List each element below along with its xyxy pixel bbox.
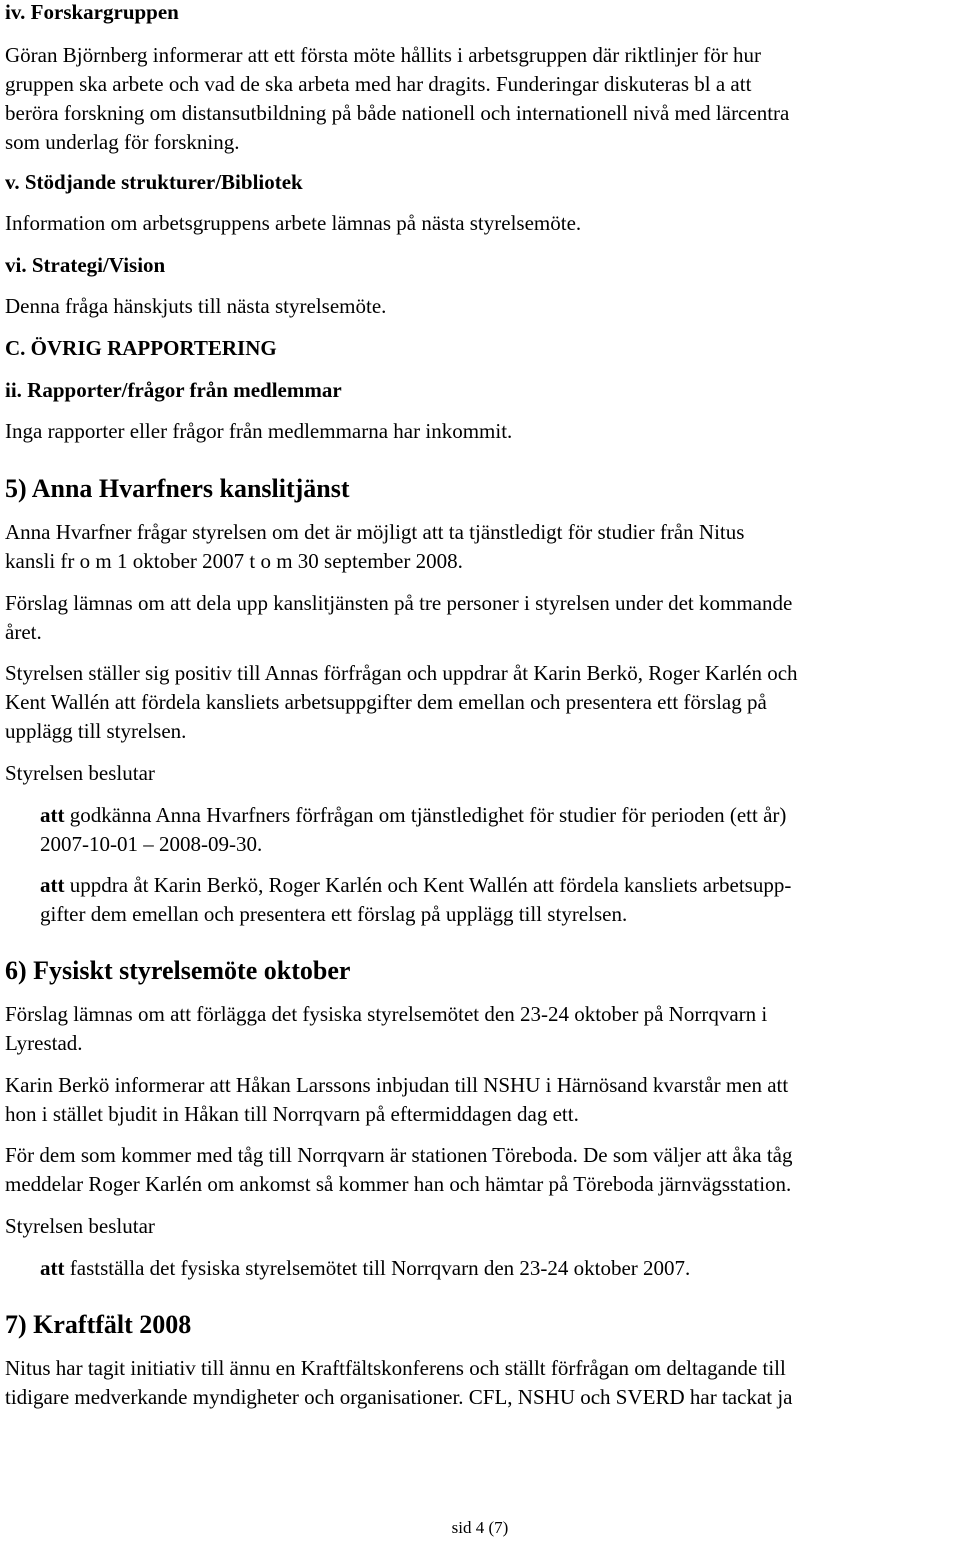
section-7-title: 7) Kraftfält 2008 xyxy=(5,1310,192,1339)
decision-item xyxy=(40,1256,690,1280)
decision-item-cont: 2007-10-01 – 2008-09-30. xyxy=(40,832,263,856)
att-keyword: att xyxy=(40,803,65,827)
att-keyword: att xyxy=(40,1256,65,1280)
paragraph-line: Förslag lämnas om att förlägga det fysiska styrelsemötet den 23-24 oktober på Norrqvarn i xyxy=(5,1002,768,1026)
paragraph-line: tidigare medverkande myndigheter och organisationer. CFL, NSHU och SVERD har tackat ja xyxy=(5,1385,793,1409)
heading-v: v. Stödjande strukturer/Bibliotek xyxy=(5,170,303,194)
paragraph-line: För dem som kommer med tåg till Norrqvarn är stationen Töreboda. De som väljer att åka tåg xyxy=(5,1143,793,1167)
decision-label: Styrelsen beslutar xyxy=(5,1214,155,1238)
paragraph-line: Anna Hvarfner frågar styrelsen om det är möjligt att ta tjänstledigt för studier från Nitus xyxy=(5,520,745,544)
paragraph-line: som underlag för forskning. xyxy=(5,130,240,154)
page-number: sid 4 (7) xyxy=(451,1518,509,1537)
att-keyword: att xyxy=(40,873,65,897)
decision-text: uppdra åt Karin Berkö, Roger Karlén och Kent Wallén att fördela kansliets arbetsupp- xyxy=(64,873,792,897)
paragraph-line: Inga rapporter eller frågor från medlemmarna har inkommit. xyxy=(5,419,513,443)
heading-ii: ii. Rapporter/frågor från medlemmar xyxy=(5,378,342,402)
paragraph-line: Göran Björnberg informerar att ett första möte hållits i arbetsgruppen där riktlinjer för hur xyxy=(5,43,761,67)
paragraph-line: meddelar Roger Karlén om ankomst så kommer han och hämtar på Töreboda järnvägsstation. xyxy=(5,1172,792,1196)
decision-label: Styrelsen beslutar xyxy=(5,761,155,785)
paragraph-line: Kent Wallén att fördela kansliets arbetsuppgifter dem emellan och presentera ett förslag på xyxy=(5,690,767,714)
paragraph-line: året. xyxy=(5,620,42,644)
section-6-title: 6) Fysiskt styrelsemöte oktober xyxy=(5,956,351,985)
paragraph-line: Lyrestad. xyxy=(5,1031,83,1055)
paragraph-line: beröra forskning om distansutbildning på både nationell och internationell nivå med lärcentra xyxy=(5,101,790,125)
paragraph-line: Karin Berkö informerar att Håkan Larssons inbjudan till NSHU i Härnösand kvarstår men att xyxy=(5,1073,789,1097)
paragraph-line: Denna fråga hänskjuts till nästa styrelsemöte. xyxy=(5,294,387,318)
heading-ovrig-rapportering: C. ÖVRIG RAPPORTERING xyxy=(5,336,277,360)
paragraph-line: upplägg till styrelsen. xyxy=(5,719,187,743)
paragraph-line: hon i stället bjudit in Håkan till Norrqvarn på eftermiddagen dag ett. xyxy=(5,1102,579,1126)
decision-item xyxy=(40,803,786,827)
paragraph-line: kansli fr o m 1 oktober 2007 t o m 30 september 2008. xyxy=(5,549,463,573)
heading-vi: vi. Strategi/Vision xyxy=(5,253,166,277)
paragraph-line: Nitus har tagit initiativ till ännu en Kraftfältskonferens och ställt förfrågan om deltagande till xyxy=(5,1356,786,1380)
decision-item-cont: gifter dem emellan och presentera ett förslag på upplägg till styrelsen. xyxy=(40,902,628,926)
section-5-title: 5) Anna Hvarfners kanslitjänst xyxy=(5,474,350,503)
decision-item xyxy=(40,873,791,897)
decision-text: godkänna Anna Hvarfners förfrågan om tjänstledighet för studier för perioden (ett år) xyxy=(64,803,787,827)
paragraph-line: Information om arbetsgruppens arbete lämnas på nästa styrelsemöte. xyxy=(5,211,582,235)
paragraph-line: gruppen ska arbete och vad de ska arbeta med har dragits. Funderingar diskuteras bl a att xyxy=(5,72,752,96)
heading-iv: iv. Forskargruppen xyxy=(5,0,179,24)
paragraph-line: Styrelsen ställer sig positiv till Annas förfrågan och uppdrar åt Karin Berkö, Roger Karlén och xyxy=(5,661,798,685)
paragraph-line: Förslag lämnas om att dela upp kanslitjänsten på tre personer i styrelsen under det kommande xyxy=(5,591,793,615)
decision-text: fastställa det fysiska styrelsemötet till Norrqvarn den 23-24 oktober 2007. xyxy=(64,1256,691,1280)
